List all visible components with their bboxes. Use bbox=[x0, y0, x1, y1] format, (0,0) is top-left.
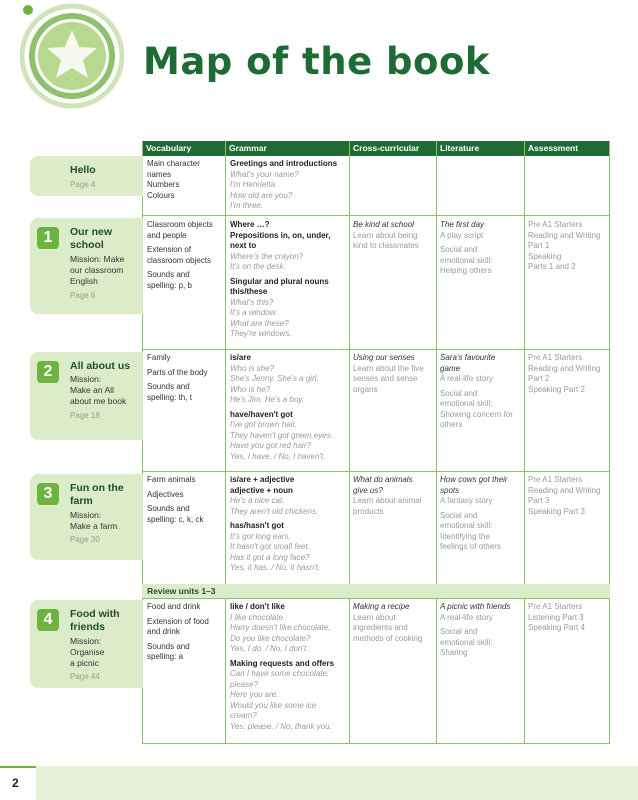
unit4-number: 4 bbox=[37, 609, 59, 631]
unit1-literature: The first day A play script Social and emotional skill: Helping others bbox=[440, 220, 493, 275]
unit4-mission: Mission: Organise a picnic bbox=[70, 636, 105, 668]
unit1-vocab: Classroom objects and people Extension of classroom objects Sounds and spelling: p, b bbox=[147, 220, 213, 290]
unit1-number: 1 bbox=[37, 227, 59, 249]
unit1-cross: Be kind at school Learn about being kind to classmates bbox=[353, 220, 419, 250]
unit3-grammar: is/are + adjective adjective + noun He's a nice cat. They aren't old chickens. has/hasn't got It's got long ears. It hasn't got small feet. Has it got a long face? Yes, it has. / No, it hasn't. bbox=[230, 475, 321, 572]
unit2-vocab: Family Parts of the body Sounds and spelling: th, t bbox=[147, 353, 208, 402]
unit3-card bbox=[30, 474, 143, 560]
unit1-grammar: Where …? Prepositions in, on, under, next to Where's the crayon? It's on the desk. Singular and plural nouns this/these What's this? It's a window. What are these? They're windows. bbox=[230, 220, 331, 338]
col-cross-curricular: Cross-curricular bbox=[353, 143, 420, 153]
col-assessment: Assessment bbox=[528, 143, 579, 153]
unit4-vocab: Food and drink Extension of food and drink Sounds and spelling: a bbox=[147, 602, 209, 661]
unit4-grammar: like / don't like I like chocolate. Harry doesn't like chocolate. Do you like chocolate? Yes, I do. / No, I don't. Making requests and offers Can I have some chocolate, please? Here you are. Would you like some ice cream? Yes, please. / No, thank you. bbox=[230, 602, 335, 731]
col-vocabulary: Vocabulary bbox=[146, 143, 192, 153]
unit2-card bbox=[30, 352, 143, 440]
unit3-literature: How cows got their spots A fantasy story Social and emotional skill: Identifying the feelings of others bbox=[440, 475, 508, 551]
unit4-title: Food with friends bbox=[70, 608, 120, 633]
page-number: 2 bbox=[12, 776, 19, 790]
page-title: Map of the book bbox=[143, 40, 490, 83]
unit3-page: Page 30 bbox=[70, 535, 100, 544]
unit4-page: Page 44 bbox=[70, 672, 100, 681]
unit1-card bbox=[30, 218, 143, 314]
table-header bbox=[142, 141, 610, 156]
footer-strip bbox=[0, 766, 638, 800]
unit2-number: 2 bbox=[37, 361, 59, 383]
hello-grammar: Greetings and introductions What's your name? I'm Henrietta. How old are you? I'm three. bbox=[230, 159, 338, 210]
hello-title: Hello bbox=[70, 164, 96, 176]
unit4-assessment: Pre A1 Starters Listening Part 3 Speaking Part 4 bbox=[528, 602, 585, 632]
star-emblem-icon bbox=[0, 0, 140, 110]
unit2-grammar: is/are Who is she? She's Jenny. She's a girl. Who is he? He's Jim. He's a boy. have/haven't got I've got brown hair. They haven't got green eyes. Have you got red hair? Yes, I have. / No, I haven't. bbox=[230, 353, 333, 461]
unit3-number: 3 bbox=[37, 483, 59, 505]
unit2-page: Page 18 bbox=[70, 411, 100, 420]
unit2-title: All about us bbox=[70, 360, 131, 372]
unit2-literature: Sara's favourite game A real-life story Social and emotional skill: Showing concern for others bbox=[440, 353, 513, 429]
unit1-mission: Mission: Make our classroom English bbox=[70, 254, 125, 286]
hello-card bbox=[30, 156, 143, 196]
hello-page: Page 4 bbox=[70, 180, 96, 189]
hello-vocab: Main character names Numbers Colours bbox=[147, 159, 200, 200]
unit3-assessment: Pre A1 Starters Reading and Writing Part 3 Speaking Part 3 bbox=[528, 475, 601, 516]
unit1-title: Our new school bbox=[70, 226, 113, 251]
unit3-vocab: Farm animals Adjectives Sounds and spelling: c, k, ck bbox=[147, 475, 204, 524]
unit2-mission: Mission: Make an All about me book bbox=[70, 374, 127, 406]
col-grammar: Grammar bbox=[229, 143, 267, 153]
unit1-assessment: Pre A1 Starters Reading and Writing Part 1 Speaking Parts 1 and 2 bbox=[528, 220, 601, 271]
unit4-literature: A picnic with friends A real-life story Social and emotional skill: Sharing bbox=[440, 602, 511, 657]
unit3-mission: Mission: Make a farm bbox=[70, 510, 118, 531]
review-row: Review units 1–3 bbox=[142, 584, 610, 598]
unit1-page: Page 6 bbox=[70, 291, 96, 300]
unit2-assessment: Pre A1 Starters Reading and Writing Part 2 Speaking Part 2 bbox=[528, 353, 601, 394]
unit3-title: Fun on the farm bbox=[70, 482, 124, 507]
col-literature: Literature bbox=[440, 143, 480, 153]
unit4-card bbox=[30, 600, 143, 688]
unit4-cross: Making a recipe Learn about ingredients and methods of cooking bbox=[353, 602, 423, 643]
unit2-cross: Using our senses Learn about the five senses and sense organs bbox=[353, 353, 424, 394]
unit3-cross: What do animals give us? Learn about animal products bbox=[353, 475, 422, 516]
